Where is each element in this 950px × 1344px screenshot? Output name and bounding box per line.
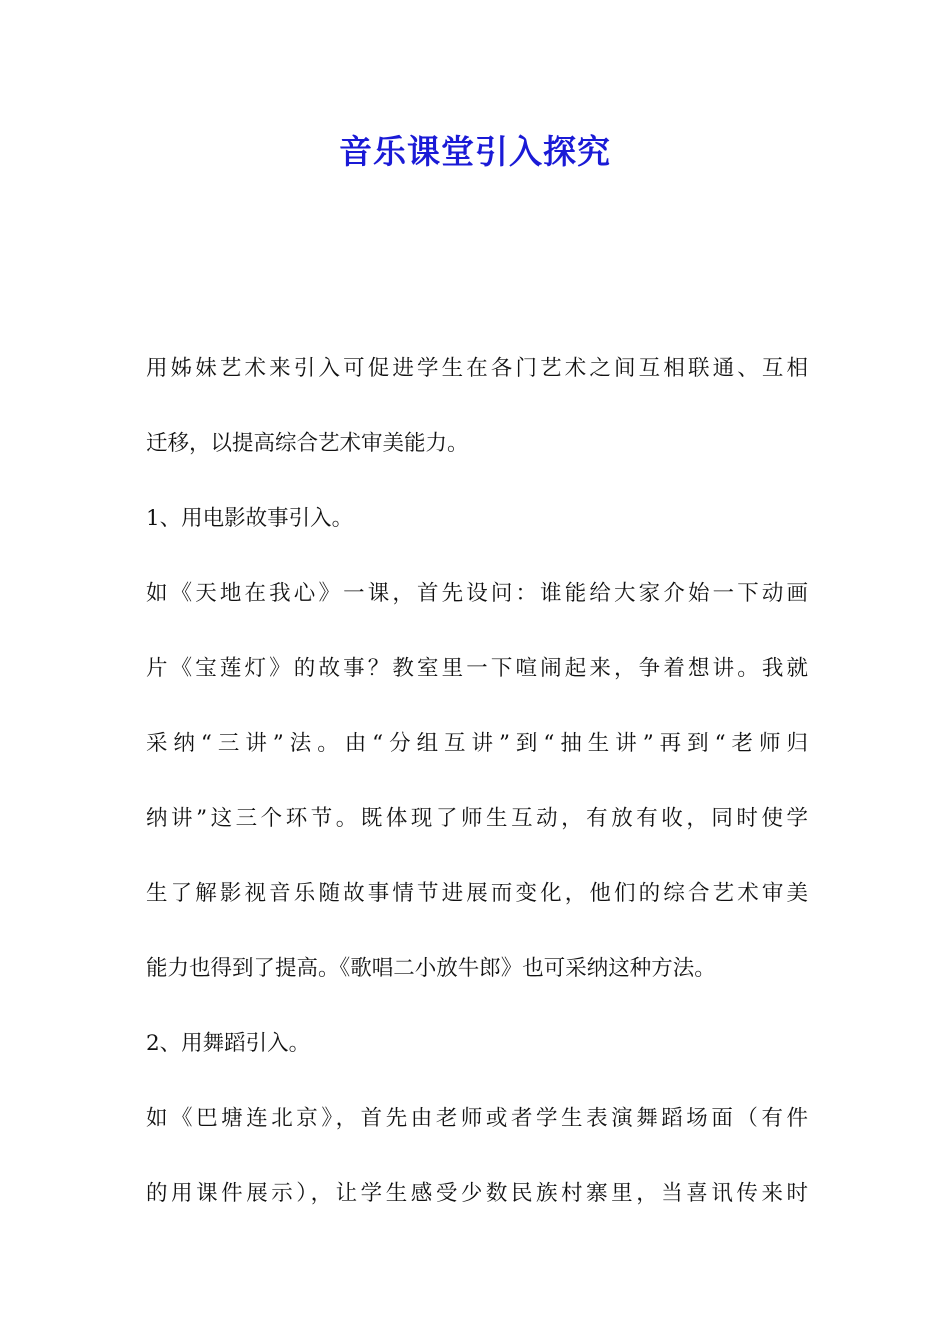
body-line-2: 迁移，以提高综合艺术审美能力。 bbox=[146, 431, 469, 456]
section-heading-1: 1、用电影故事引入。 bbox=[146, 506, 354, 531]
body-line-7: 纳讲”这三个环节。既体现了师生互动，有放有收，同时使学 bbox=[146, 806, 808, 831]
body-line-1: 用姊妹艺术来引入可促进学生在各门艺术之间互相联通、互相 bbox=[146, 356, 808, 381]
body-line-4: 如《天地在我心》一课，首先设问：谁能给大家介始一下动画 bbox=[146, 581, 808, 606]
body-line-12: 的用课件展示），让学生感受少数民族村寨里，当喜讯传来时 bbox=[146, 1181, 808, 1206]
body-line-5: 片《宝莲灯》的故事？教室里一下喧闹起来，争着想讲。我就 bbox=[146, 656, 808, 681]
body-line-8: 生了解影视音乐随故事情节进展而变化，他们的综合艺术审美 bbox=[146, 881, 808, 906]
document-title: 音乐课堂引入探究 bbox=[339, 132, 611, 171]
body-line-11: 如《巴塘连北京》，首先由老师或者学生表演舞蹈场面（有件 bbox=[146, 1106, 808, 1131]
body-line-6: 采纳“三讲”法。由“分组互讲”到“抽生讲”再到“老师归 bbox=[146, 731, 808, 756]
body-line-9: 能力也得到了提高。《歌唱二小放牛郎》也可采纳这种方法。 bbox=[146, 956, 716, 981]
section-heading-2: 2、用舞蹈引入。 bbox=[146, 1031, 311, 1056]
document-body bbox=[146, 331, 808, 1231]
